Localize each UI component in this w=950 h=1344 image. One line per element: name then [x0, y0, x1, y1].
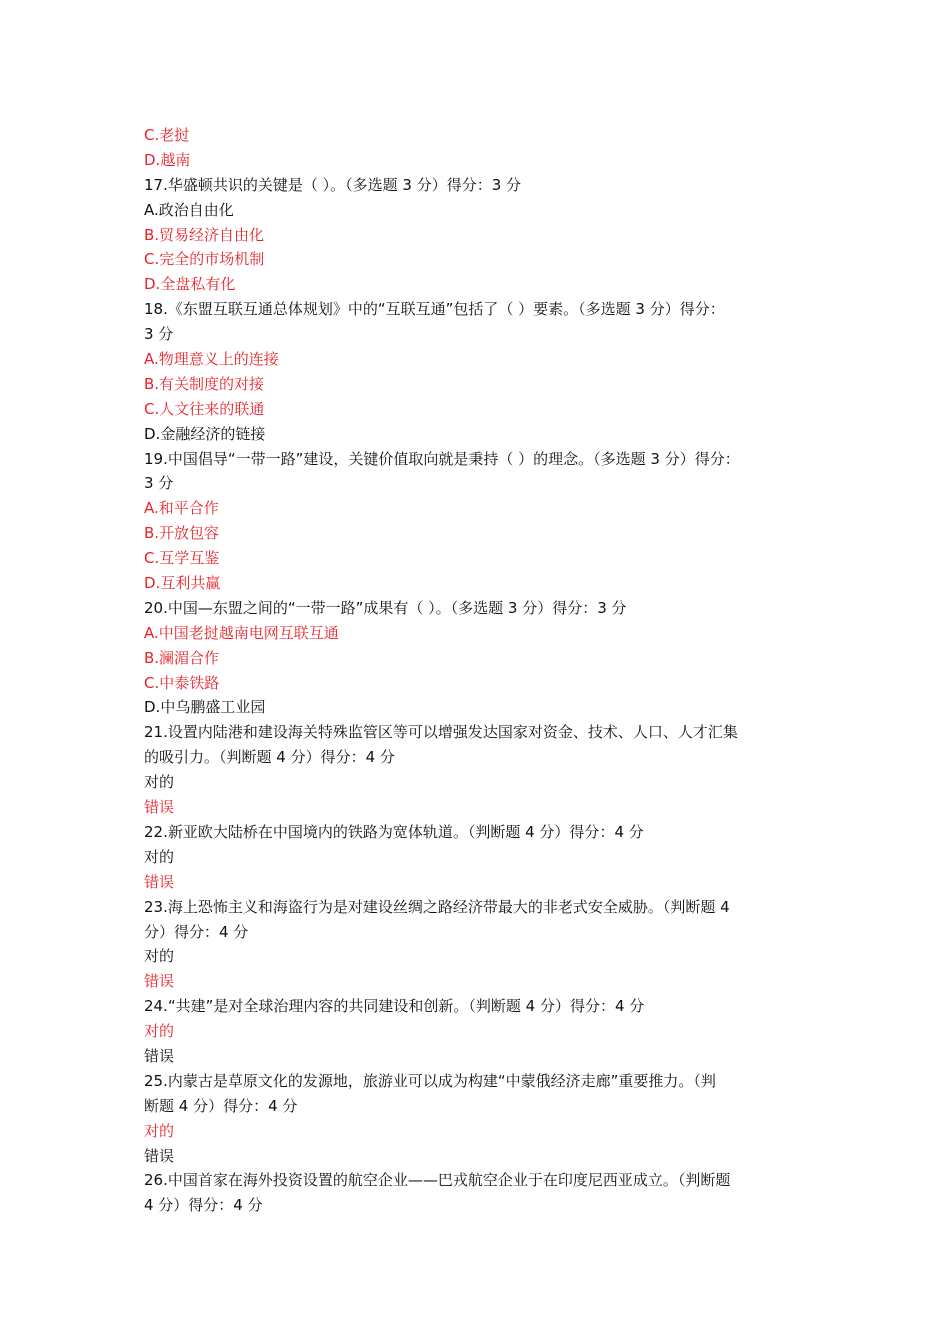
answer-line-correct: 错误 — [144, 872, 175, 891]
text-line: 3 分 — [144, 474, 174, 493]
answer-line-correct: 对的 — [144, 1121, 175, 1140]
answer-line-correct: B.澜湄合作 — [144, 648, 220, 667]
text-line: 25.内蒙古是草原文化的发源地，旅游业可以成为构建“中蒙俄经济走廊”重要推力。（判 — [144, 1071, 716, 1090]
text-line: 20.中国—东盟之间的“一带一路”成果有（ ）。（多选题 3 分）得分：3 分 — [144, 598, 627, 617]
text-line: 26.中国首家在海外投资设置的航空企业——巴戎航空企业于在印度尼西亚成立。（判断题 — [144, 1171, 731, 1190]
answer-line-correct: C.人文往来的联通 — [144, 399, 265, 418]
text-line: 21.设置内陆港和建设海关特殊监管区等可以增强发达国家对资金、技术、人口、人才汇集 — [144, 723, 738, 742]
answer-line-correct: C.互学互鉴 — [144, 549, 220, 568]
text-line: 4 分）得分：4 分 — [144, 1196, 263, 1215]
text-line: 分）得分：4 分 — [144, 922, 249, 941]
text-line: 错误 — [144, 1046, 175, 1065]
answer-line-correct: 对的 — [144, 1022, 175, 1041]
text-line: D.中乌鹏盛工业园 — [144, 698, 266, 717]
text-line: 19.中国倡导“一带一路”建设，关键价值取向就是秉持（ ）的理念。（多选题 3 分）得分： — [144, 449, 740, 468]
answer-line-correct: C.老挝 — [144, 126, 190, 144]
text-line: 22.新亚欧大陆桥在中国境内的铁路为宽体轨道。（判断题 4 分）得分：4 分 — [144, 822, 644, 841]
text-line: A.政治自由化 — [144, 200, 234, 219]
text-line: 对的 — [144, 773, 175, 792]
answer-line-correct: B.贸易经济自由化 — [144, 225, 265, 244]
answer-line-correct: 错误 — [144, 972, 175, 991]
answer-line-correct: C.中泰铁路 — [144, 673, 220, 692]
text-line: 对的 — [144, 847, 175, 866]
text-line: 断题 4 分）得分：4 分 — [144, 1096, 298, 1115]
text-line: 3 分 — [144, 325, 174, 344]
answer-line-correct: B.开放包容 — [144, 524, 220, 543]
document-page — [144, 123, 819, 1218]
text-line: 23.海上恐怖主义和海盗行为是对建设丝绸之路经济带最大的非老式安全威胁。（判断题 4 — [144, 897, 730, 916]
text-line: D.金融经济的链接 — [144, 424, 266, 443]
answer-line-correct: D.互利共赢 — [144, 574, 221, 593]
answer-line-correct: A.物理意义上的连接 — [144, 350, 279, 369]
answer-line-correct: D.越南 — [144, 150, 191, 169]
answer-line-correct: 错误 — [144, 798, 175, 817]
text-line: 17.华盛顿共识的关键是（ ）。（多选题 3 分）得分：3 分 — [144, 175, 522, 194]
answer-line-correct: D.全盘私有化 — [144, 275, 236, 294]
text-line: 错误 — [144, 1146, 175, 1165]
answer-line-correct: A.和平合作 — [144, 499, 219, 518]
answer-line-correct: C.完全的市场机制 — [144, 250, 265, 269]
text-line: 对的 — [144, 947, 175, 966]
text-line: 18.《东盟互联互通总体规划》中的“互联互通”包括了（ ）要素。（多选题 3 分）得分： — [144, 300, 725, 319]
answer-line-correct: B.有关制度的对接 — [144, 374, 265, 393]
answer-line-correct: A.中国老挝越南电网互联互通 — [144, 623, 339, 642]
text-line: 的吸引力。（判断题 4 分）得分：4 分 — [144, 748, 395, 767]
text-line: 24.“共建”是对全球治理内容的共同建设和创新。（判断题 4 分）得分：4 分 — [144, 997, 645, 1016]
